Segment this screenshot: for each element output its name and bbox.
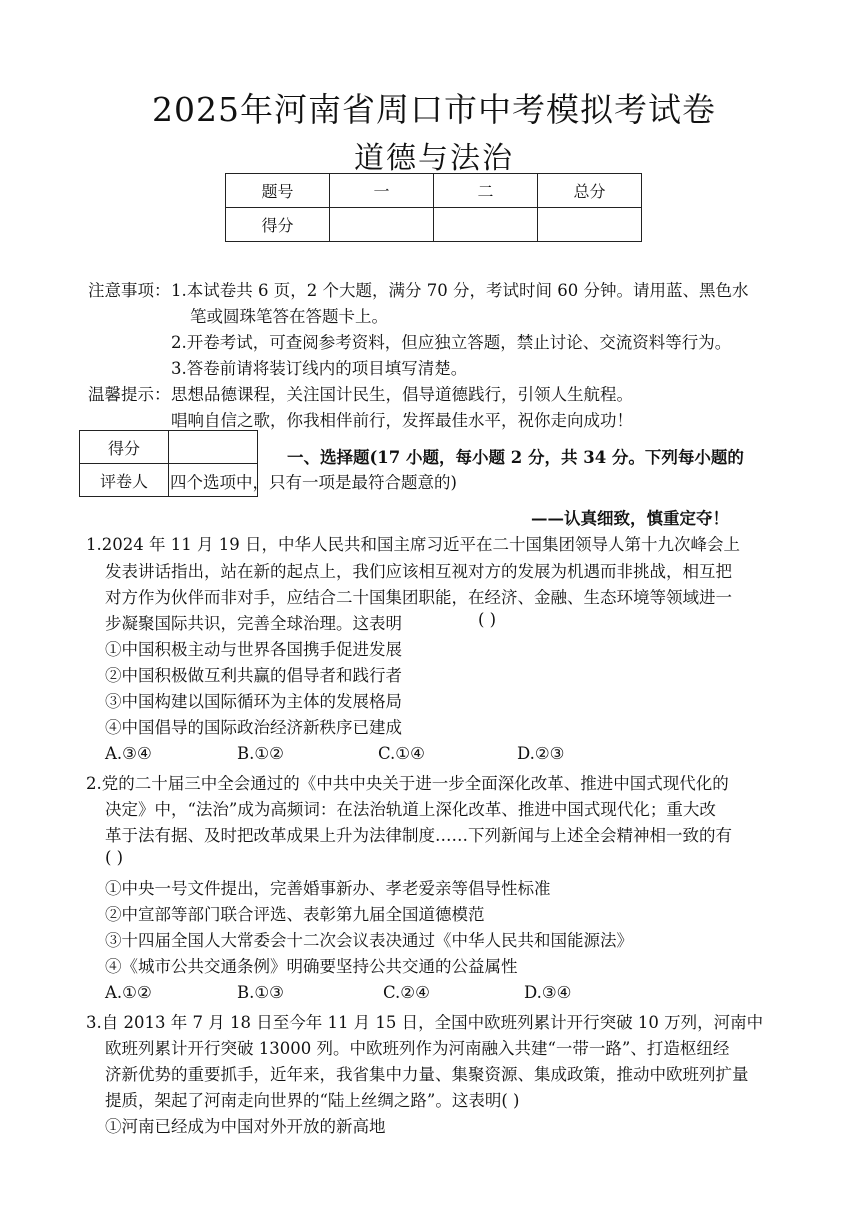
tip-line-2: 唱响自信之歌，你我相伴前行，发挥最佳水平，祝你走向成功！: [171, 411, 633, 430]
notes-label: 注意事项：: [88, 281, 171, 300]
question-1-option: C.①④: [378, 744, 425, 763]
score-cell: 总分: [538, 174, 642, 208]
question-2-line: 革于法有据、及时把改革成果上升为法律制度……下列新闻与上述全会精神相一致的有: [105, 826, 732, 845]
score-cell: 得分: [226, 208, 330, 242]
section-heading-cont: 四个选项中，只有一项是最符合题意的): [170, 473, 457, 492]
question-1-item: ①中国积极主动与世界各国携手促进发展: [105, 640, 402, 659]
section-motto: ——认真细致，慎重定夺！: [531, 509, 729, 528]
question-2-line: 2.党的二十届三中全会通过的《中共中央关于进一步全面深化改革、推进中国式现代化的: [86, 774, 729, 793]
grading-grader-label: 评卷人: [80, 464, 169, 497]
question-1-item: ④中国倡导的国际政治经济新秩序已建成: [105, 718, 402, 737]
score-table-score-row: [226, 208, 642, 242]
question-2-item: ①中央一号文件提出，完善婚事新办、孝老爱亲等倡导性标准: [105, 879, 551, 898]
question-1-option: D.②③: [517, 744, 565, 763]
tip-line-1: 思想品德课程，关注国计民生，倡导道德践行，引领人生航程。: [171, 385, 633, 404]
notes-line-2: 2.开卷考试，可查阅参考资料，但应独立答题，禁止讨论、交流资料等行为。: [171, 333, 732, 352]
tip-label: 温馨提示：: [88, 385, 171, 404]
notes-line-1-cont: 笔或圆珠笔答在答题卡上。: [190, 307, 388, 326]
question-1-item: ③中国构建以国际循环为主体的发展格局: [105, 692, 402, 711]
exam-title: 2025年河南省周口市中考模拟考试卷: [152, 90, 716, 129]
score-cell: [330, 208, 434, 242]
question-2-line: ( ): [105, 848, 124, 867]
score-cell: 题号: [226, 174, 330, 208]
score-cell: [538, 208, 642, 242]
score-table: [225, 173, 642, 242]
answer-bracket: ( ): [478, 610, 497, 629]
notes-line-1: 1.本试卷共 6 页，2 个大题，满分 70 分，考试时间 60 分钟。请用蓝、黑色水: [171, 281, 749, 300]
subject-title: 道德与法治: [354, 141, 514, 176]
question-1-line: 步凝聚国际共识，完善全球治理。这表明: [105, 614, 402, 633]
question-2-item: ②中宣部等部门联合评选、表彰第九届全国道德模范: [105, 905, 485, 924]
question-2-option: B.①③: [237, 983, 284, 1002]
notes-line-3: 3.答卷前请将装订线内的项目填写清楚。: [171, 359, 468, 378]
question-3-line: 提质，架起了河南走向世界的“陆上丝绸之路”。这表明( ): [105, 1091, 520, 1110]
question-1-line: 对方作为伙伴而非对手，应结合二十国集团职能，在经济、金融、生态环境等领域进一: [105, 588, 732, 607]
score-table-header-row: [226, 174, 642, 208]
question-2-option: D.③④: [524, 983, 572, 1002]
question-2-option: A.①②: [105, 983, 152, 1002]
question-3-line: 3.自 2013 年 7 月 18 日至今年 11 月 15 日，全国中欧班列累计开行突破 10 万列，河南中: [86, 1013, 764, 1032]
question-2-item: ③十四届全国人大常委会十二次会议表决通过《中华人民共和国能源法》: [105, 931, 633, 950]
question-3-line: 济新优势的重要抓手，近年来，我省集中力量、集聚资源、集成政策，推动中欧班列扩量: [105, 1065, 749, 1084]
question-2-line: 决定》中，“法治”成为高频词：在法治轨道上深化改革、推进中国式现代化；重大改: [105, 800, 716, 819]
question-1-option: B.①②: [237, 744, 284, 763]
question-1-line: 1.2024 年 11 月 19 日，中华人民共和国主席习近平在二十国集团领导人第十九次峰会上: [86, 535, 740, 554]
question-1-line: 发表讲话指出，站在新的起点上，我们应该相互视对方的发展为机遇而非挑战，相互把: [105, 562, 732, 581]
question-1-item: ②中国积极做互利共赢的倡导者和践行者: [105, 666, 402, 685]
grading-score-cell: [169, 431, 258, 464]
score-cell: 一: [330, 174, 434, 208]
question-2-item: ④《城市公共交通条例》明确要坚持公共交通的公益属性: [105, 957, 518, 976]
question-2-option: C.②④: [383, 983, 430, 1002]
question-3-line: 欧班列累计开行突破 13000 列。中欧班列作为河南融入共建“一带一路”、打造枢纽经: [105, 1039, 730, 1058]
section-heading: 一、选择题(17 小题，每小题 2 分，共 34 分。下列每小题的: [287, 448, 744, 467]
score-cell: [434, 208, 538, 242]
grading-score-label: 得分: [80, 431, 169, 464]
score-cell: 二: [434, 174, 538, 208]
question-1-option: A.③④: [105, 744, 152, 763]
question-3-item: ①河南已经成为中国对外开放的新高地: [105, 1117, 386, 1136]
